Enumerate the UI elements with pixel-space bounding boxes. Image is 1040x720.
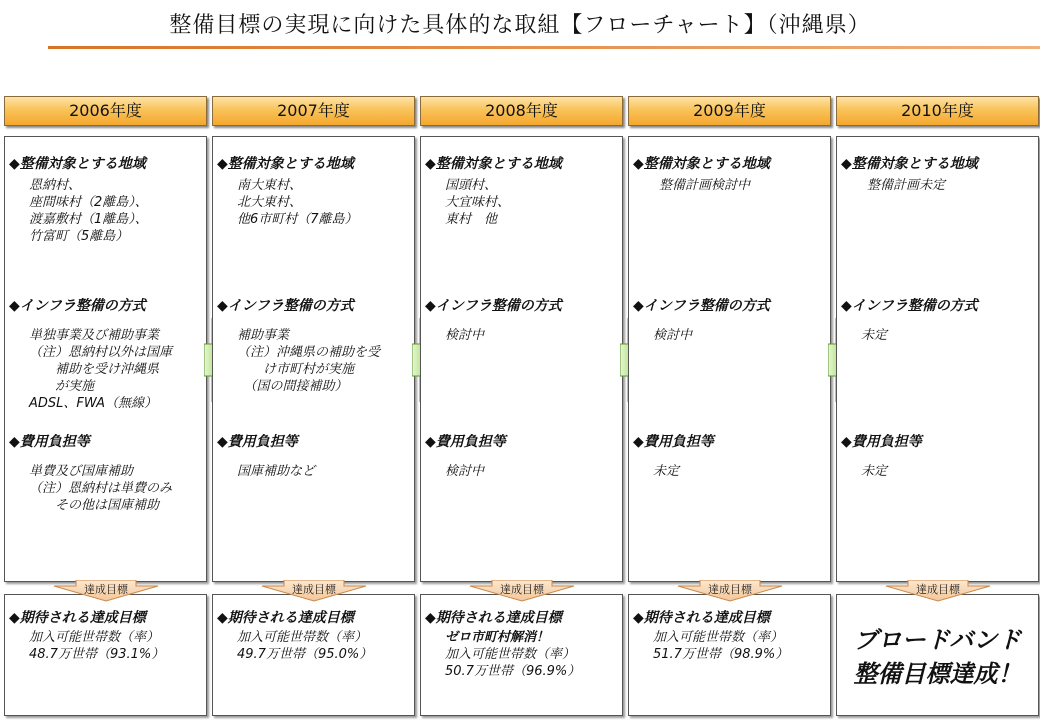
plan-box-5 <box>836 136 1039 582</box>
text-line: 国庫補助など <box>237 464 316 479</box>
area-heading: ◆整備対象とする地域 <box>9 156 146 172</box>
year-header-4: 2009年度 <box>628 96 831 126</box>
text-line: 竹富町（5離島） <box>29 229 129 244</box>
down-arrow-4 <box>670 580 790 602</box>
area-details <box>445 177 510 228</box>
text-line: 整備目標達成！ <box>853 660 1022 688</box>
area-details <box>29 177 148 245</box>
goal-heading: ◆期待される達成目標 <box>217 610 354 626</box>
text-line: （国の間接補助） <box>237 379 348 394</box>
text-line: 50.7万世帯（96.9%） <box>445 664 581 679</box>
area-details <box>659 177 750 194</box>
text-line: 加入可能世帯数（率） <box>445 647 576 662</box>
area-heading: ◆整備対象とする地域 <box>633 156 770 172</box>
text-line: 51.7万世帯（98.9%） <box>653 647 789 662</box>
plan-box-4 <box>628 136 831 582</box>
cost-details <box>653 463 679 480</box>
year-header-3: 2008年度 <box>420 96 623 126</box>
goal-highlight: ゼロ市町村解消！ <box>445 630 550 645</box>
method-heading: ◆インフラ整備の方式 <box>841 298 978 314</box>
year-header-5: 2010年度 <box>836 96 1039 126</box>
text-line: 未定 <box>861 328 888 343</box>
text-line: 補助を受け沖縄県 <box>29 362 160 377</box>
goal-box-4 <box>628 594 831 716</box>
text-line: 渡嘉敷村（1離島）、 <box>29 212 148 227</box>
text-line: 恩納村、 <box>29 178 82 193</box>
text-line: 国頭村、 <box>445 178 498 193</box>
text-line: 北大東村、 <box>237 195 303 210</box>
cost-details <box>29 463 172 514</box>
text-line: 加入可能世帯数（率） <box>653 630 784 645</box>
text-line: 整備計画検討中 <box>659 178 751 193</box>
method-heading: ◆インフラ整備の方式 <box>9 298 146 314</box>
text-line: 東村 他 <box>445 212 498 227</box>
text-line: ブロードバンド <box>853 626 1022 654</box>
text-line: 検討中 <box>445 464 485 479</box>
goal-details <box>653 629 788 663</box>
area-heading: ◆整備対象とする地域 <box>425 156 562 172</box>
text-line: その他は国庫補助 <box>29 498 160 513</box>
method-details <box>237 327 380 395</box>
cost-details <box>445 463 484 480</box>
goal-achieved-message <box>837 623 1038 691</box>
text-line: 座間味村（2離島）、 <box>29 195 148 210</box>
method-heading: ◆インフラ整備の方式 <box>217 298 354 314</box>
cost-heading: ◆費用負担等 <box>425 434 506 450</box>
cost-details <box>237 463 315 480</box>
text-line: 大宜味村、 <box>445 195 511 210</box>
goal-heading: ◆期待される達成目標 <box>9 610 146 626</box>
text-line: 検討中 <box>653 328 693 343</box>
text-line: 49.7万世帯（95.0%） <box>237 647 373 662</box>
page-title: 整備目標の実現に向けた具体的な取組【フローチャート】（沖縄県） <box>169 13 871 38</box>
down-arrow-3 <box>462 580 582 602</box>
text-line: 南大東村、 <box>237 178 303 193</box>
goal-arrow-label: 達成目標 <box>708 583 752 596</box>
goal-details <box>237 629 372 663</box>
down-arrow-2 <box>254 580 374 602</box>
text-line: け市町村が実施 <box>237 362 355 377</box>
text-line: が実施 <box>29 379 95 394</box>
text-line: 整備計画未定 <box>867 178 946 193</box>
goal-heading: ◆期待される達成目標 <box>633 610 770 626</box>
cost-heading: ◆費用負担等 <box>633 434 714 450</box>
cost-heading: ◆費用負担等 <box>9 434 90 450</box>
text-line: 未定 <box>861 464 888 479</box>
title-underline <box>48 46 1040 49</box>
plan-box-1 <box>4 136 207 582</box>
text-line: ADSL、FWA（無線） <box>29 396 157 411</box>
area-heading: ◆整備対象とする地域 <box>841 156 978 172</box>
method-heading: ◆インフラ整備の方式 <box>633 298 770 314</box>
goal-arrow-label: 達成目標 <box>500 583 544 596</box>
plan-box-2 <box>212 136 415 582</box>
year-header-2: 2007年度 <box>212 96 415 126</box>
method-details <box>445 327 484 344</box>
method-heading: ◆インフラ整備の方式 <box>425 298 562 314</box>
goal-box-5 <box>836 594 1039 716</box>
cost-heading: ◆費用負担等 <box>841 434 922 450</box>
text-line: 未定 <box>653 464 680 479</box>
text-line: 加入可能世帯数（率） <box>237 630 368 645</box>
text-line: 他6市町村（7離島） <box>237 212 358 227</box>
goal-details <box>29 629 164 663</box>
year-header-1: 2006年度 <box>4 96 207 126</box>
goal-box-1 <box>4 594 207 716</box>
text-line: （注）恩納村以外は国庫 <box>29 345 173 360</box>
goal-heading: ◆期待される達成目標 <box>425 610 562 626</box>
cost-heading: ◆費用負担等 <box>217 434 298 450</box>
down-arrow-5 <box>878 580 998 602</box>
method-details <box>653 327 692 344</box>
goal-arrow-label: 達成目標 <box>916 583 960 596</box>
area-heading: ◆整備対象とする地域 <box>217 156 354 172</box>
plan-box-3 <box>420 136 623 582</box>
goal-details <box>445 629 580 680</box>
text-line: （注）恩納村は単費のみ <box>29 481 173 496</box>
text-line: 単独事業及び補助事業 <box>29 328 160 343</box>
goal-box-3 <box>420 594 623 716</box>
text-line: 検討中 <box>445 328 485 343</box>
down-arrow-1 <box>46 580 166 602</box>
text-line: 48.7万世帯（93.1%） <box>29 647 165 662</box>
text-line: 単費及び国庫補助 <box>29 464 134 479</box>
text-line: 加入可能世帯数（率） <box>29 630 160 645</box>
goal-arrow-label: 達成目標 <box>292 583 336 596</box>
cost-details <box>861 463 887 480</box>
goal-box-2 <box>212 594 415 716</box>
area-details <box>237 177 358 228</box>
area-details <box>867 177 945 194</box>
method-details <box>861 327 887 344</box>
method-details <box>29 327 172 412</box>
goal-arrow-label: 達成目標 <box>84 583 128 596</box>
text-line: 補助事業 <box>237 328 290 343</box>
text-line: （注）沖縄県の補助を受 <box>237 345 381 360</box>
